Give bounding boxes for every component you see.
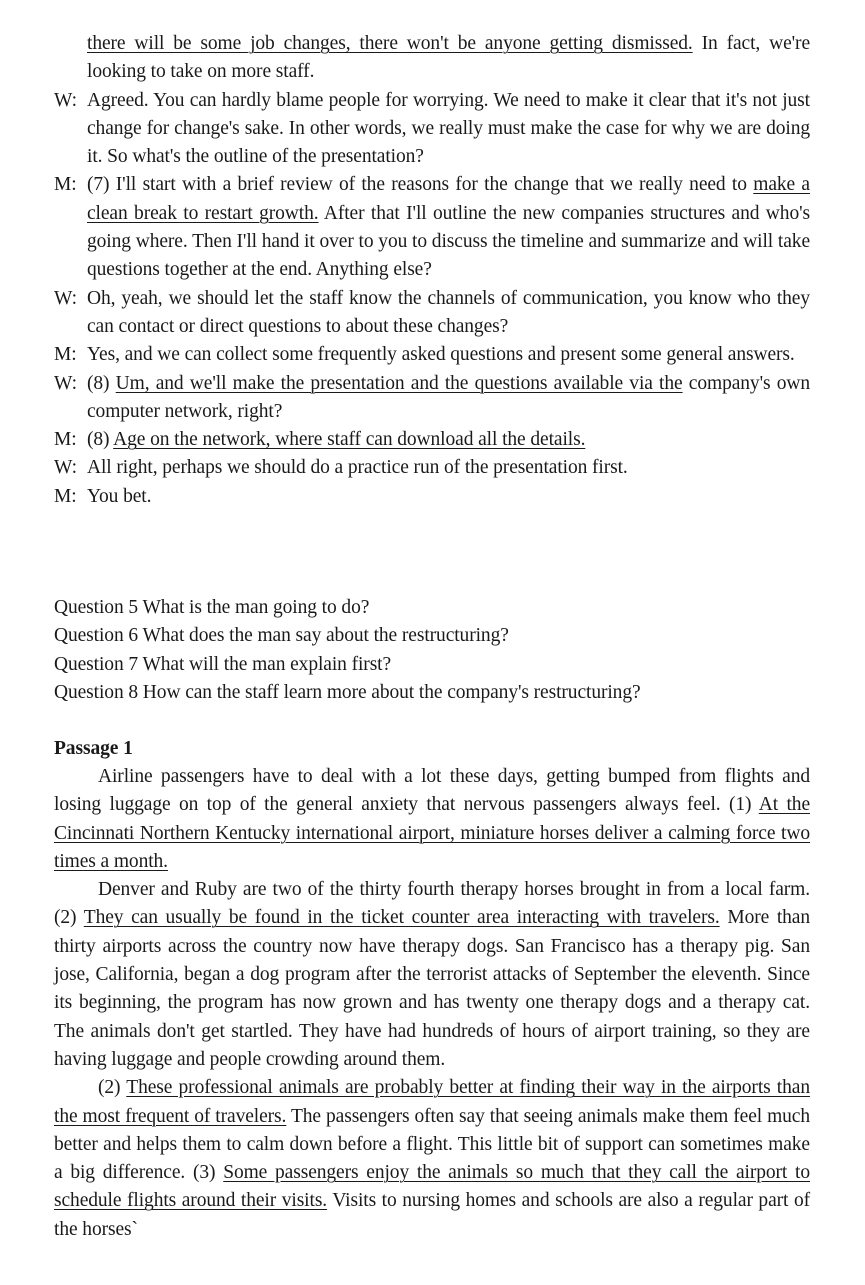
question-6: Question 6 What does the man say about the restructuring? [54, 625, 509, 647]
question-8: Question 8 How can the staff learn more about the company's restructuring? [54, 681, 641, 703]
speaker-label: W: [54, 89, 77, 111]
passage-text: Denver and Ruby are two of the thirty fourth therapy horses brought in from a local farm. (2) [54, 879, 810, 929]
dialogue-text: (7) I'll start with a brief review of the reasons for the change that we really need to [87, 174, 754, 196]
dialogue-text: All right, perhaps we should do a practice run of the presentation first. [87, 457, 628, 479]
dialogue-line [54, 30, 810, 87]
speaker-label: W: [54, 457, 77, 479]
speaker-label: W: [54, 372, 77, 394]
speaker-label: M: [54, 485, 77, 507]
dialogue-line [54, 285, 810, 342]
underlined-answer-text: At the Cincinnati Northern Kentucky international airport, miniature horses deliver a calming force two times a month. [54, 794, 810, 872]
dialogue-text: You bet. [87, 485, 152, 507]
dialogue-line [54, 171, 810, 284]
passage-text: Visits to nursing homes and schools are also a regular part of the horses` [54, 1190, 810, 1240]
dialogue-text: Oh, yeah, we should let the staff know the channels of communication, you know who they can contact or direct questions to about these changes? [87, 287, 810, 337]
passage-text: Airline passengers have to deal with a lot these days, getting bumped from flights and losing luggage on top of the general anxiety that nervous passengers always feel. (1) [54, 766, 810, 816]
dialogue-line [54, 454, 810, 482]
dialogue-text: (8) [87, 429, 114, 451]
speaker-label: M: [54, 344, 77, 366]
dialogue-text: Agreed. You can hardly blame people for worrying. We need to make it clear that it's not just change for change's sake. In other words, we really must make the case for why we are doing it. So what's the outline of the presentation? [87, 89, 810, 168]
passage-paragraph [54, 876, 810, 1074]
underlined-answer-text: make a clean break to restart growth. [87, 174, 810, 224]
underlined-answer-text: there will be some job changes, there won't be anyone getting dismissed. [87, 33, 693, 54]
underlined-answer-text: They can usually be found in the ticket counter area interacting with travelers. [83, 907, 720, 929]
speaker-label: M: [54, 429, 77, 451]
passage-paragraph [54, 1074, 810, 1244]
question-7: Question 7 What will the man explain first? [54, 653, 392, 675]
dialogue-text: (8) [87, 372, 116, 394]
underlined-answer-text: Age on the network, where staff can download all the details. [113, 429, 586, 451]
dialogue-line [54, 87, 810, 172]
underlined-answer-text: Some passengers enjoy the animals so much that they call the airport to schedule flights around their visits. [54, 1162, 810, 1212]
dialogue-text: In fact, we're looking to take on more staff. [87, 33, 810, 83]
passage-text: The passengers often say that seeing animals make them feel much better and helps them to calm down before a flight. This little bit of support can sometimes make a big difference. (3) [54, 1105, 810, 1184]
dialogue-text: After that I'll outline the new companies structures and who's going where. Then I'll hand it over to you to discuss the timeline and summarize and will take questions together at the end. Anything else? [87, 202, 810, 281]
underlined-answer-text: Um, and we'll make the presentation and the questions available via the [115, 372, 683, 394]
question-5: Question 5 What is the man going to do? [54, 597, 370, 618]
passage-text: More than thirty airports across the country now have therapy dogs. San Francisco has a therapy pig. San jose, California, began a dog program after the terrorist attacks of September the eleventh. Since its beginning, the program has now grown and has twenty one therapy dogs and a therapy cat. The animals don't get startled. They have had hundreds of hours of airport training, so they are having luggage and people crowding around them. [54, 907, 811, 1070]
dialogue-text: Yes, and we can collect some frequently asked questions and present some general answers. [87, 344, 795, 366]
dialogue-line [54, 483, 810, 511]
dialogue-line [54, 426, 810, 454]
passage-text: (2) [98, 1077, 127, 1099]
underlined-answer-text: These professional animals are probably better at finding their way in the airports than the most frequent of travelers. [54, 1077, 810, 1127]
passage-paragraph [54, 763, 810, 876]
dialogue-transcript [54, 30, 810, 511]
question-list [54, 594, 814, 707]
speaker-label: W: [54, 287, 77, 309]
dialogue-line [54, 370, 810, 427]
dialogue-line [54, 341, 810, 369]
speaker-label: M: [54, 174, 77, 196]
passage-title: Passage 1 [54, 738, 133, 759]
dialogue-text: company's own computer network, right? [87, 372, 810, 422]
passage-body [54, 763, 810, 1244]
